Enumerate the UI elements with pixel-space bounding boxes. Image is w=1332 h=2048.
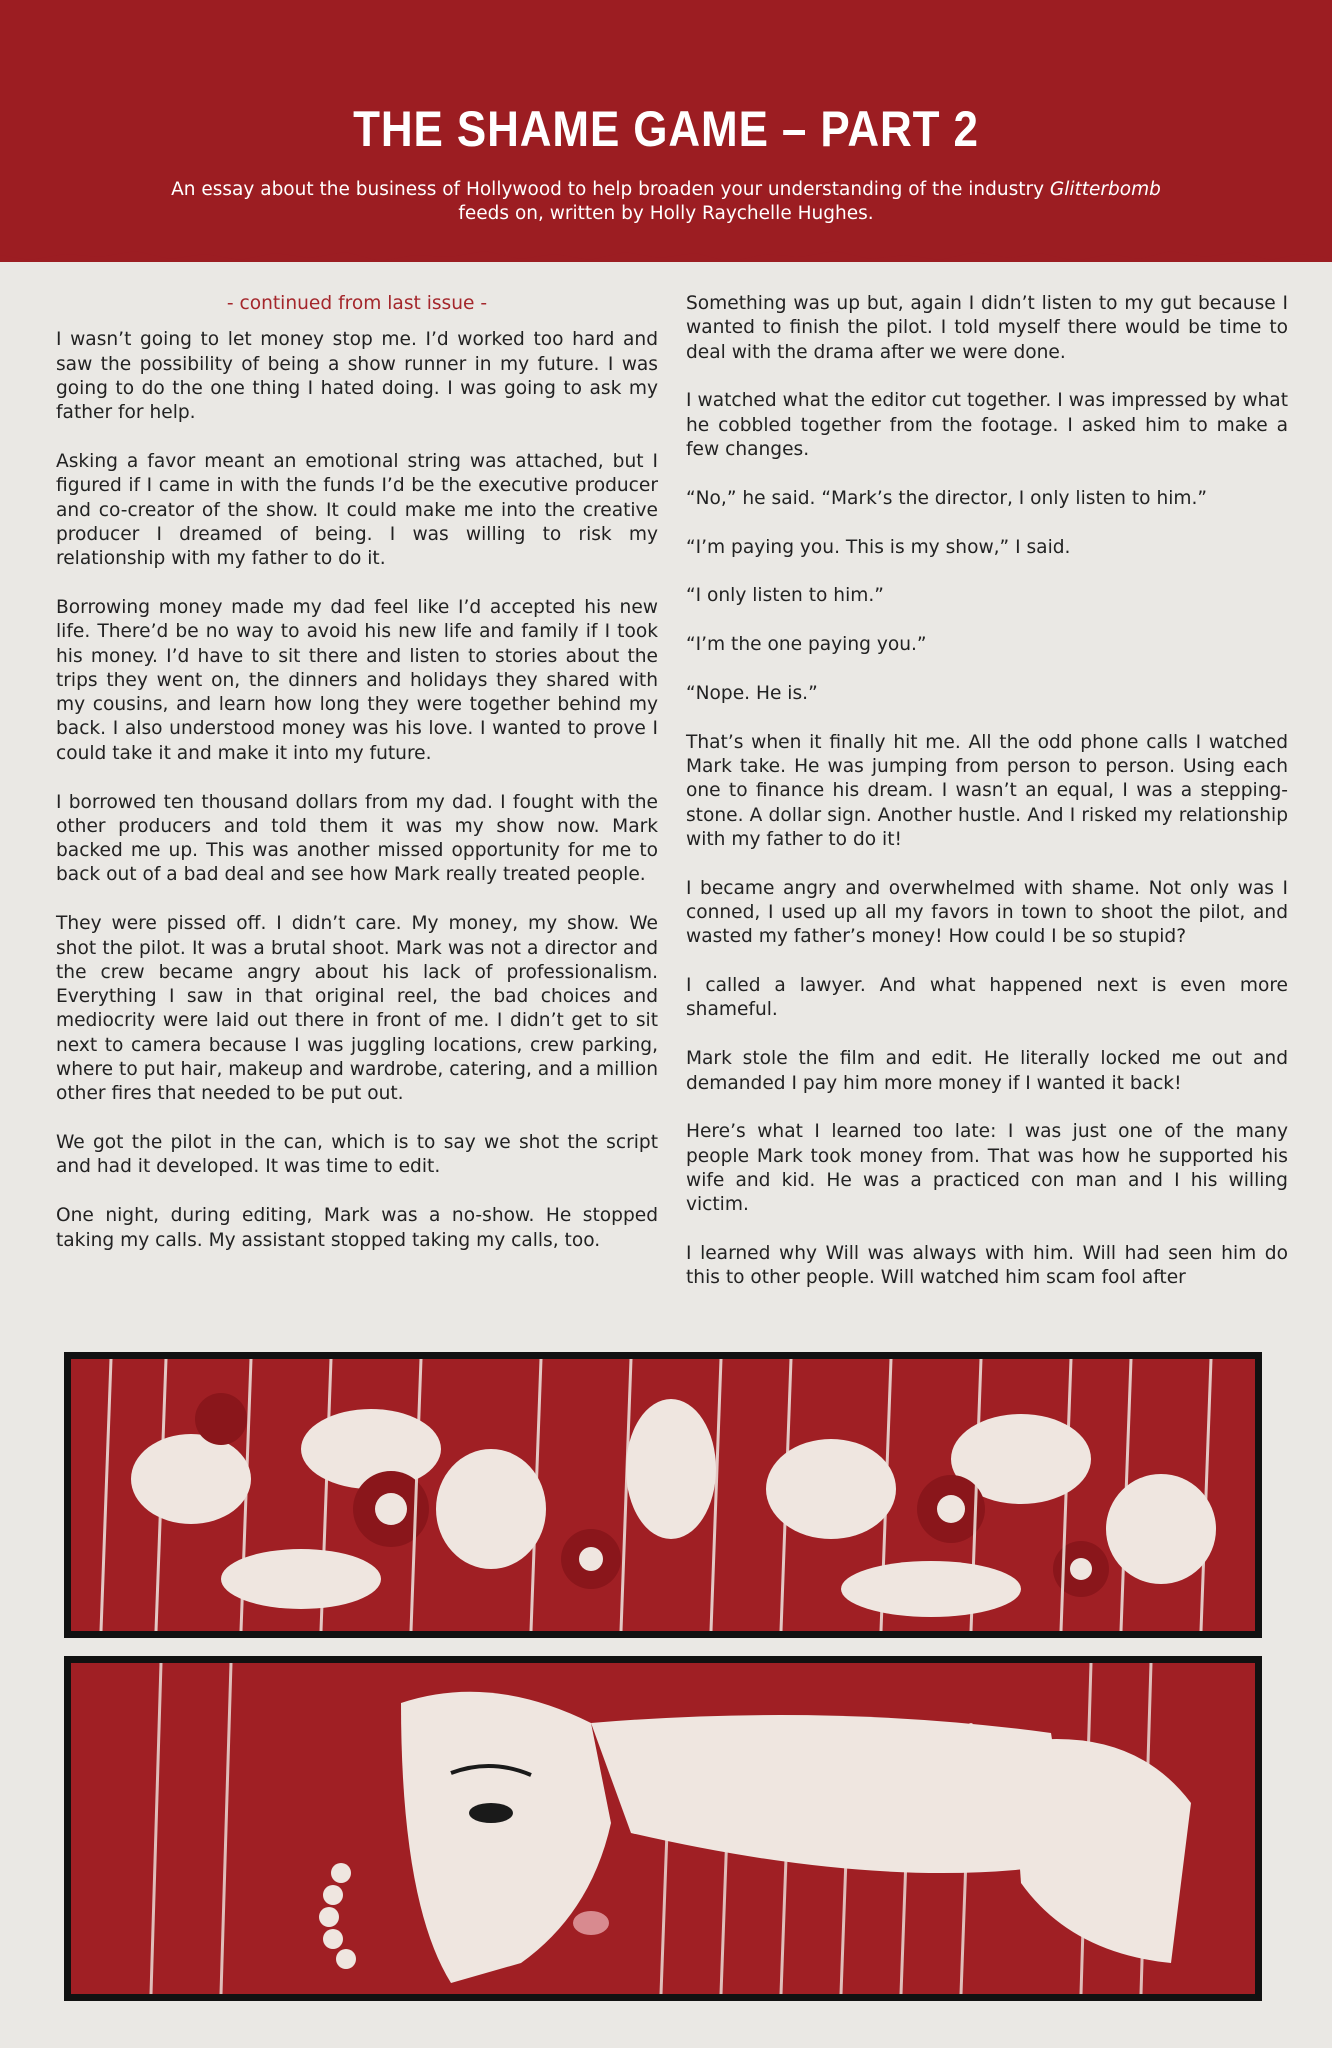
paragraph: Something was up but, again I didn’t listen to my gut because I wanted to finish the pilot. I told myself there would be time to deal with the drama after we were done. [686, 293, 1288, 363]
header-banner [0, 0, 1332, 262]
paragraph: “No,” he said. “Mark’s the director, I only listen to him.” [686, 487, 1208, 509]
paragraph: One night, during editing, Mark was a no-show. He stopped taking my calls. My assistant stopped taking my calls, too. [56, 1205, 658, 1251]
paragraph: They were pissed off. I didn’t care. My money, my show. We shot the pilot. It was a brutal shoot. Mark was not a director and the crew became angry about his lack of professionalism. Everything I saw in that original reel, the bad choices and mediocrity were laid out there in front of me. I didn’t get to sit next to camera because I was juggling locations, crew parking, where to put hair, makeup and wardrobe, catering, and a million other fires that needed to be put out. [56, 913, 658, 1105]
paragraph: “Nope. He is.” [686, 682, 818, 704]
paragraph: That’s when it finally hit me. All the odd phone calls I watched Mark take. He was jumping from person to person. Using each one to finance his dream. I wasn’t an equal, I was a stepping-stone. A dollar sign. Another hustle. And I risked my relationship with my father to do it! [686, 731, 1288, 850]
paragraph: Here’s what I learned too late: I was just one of the many people Mark took money from. That was how he supported his wife and kid. He was a practiced con man and I his willing victim. [686, 1121, 1288, 1216]
torn-paper-edge [0, 230, 1332, 290]
comic-panel-woman [64, 1656, 1262, 2001]
paragraph: I wasn’t going to let money stop me. I’d worked too hard and saw the possibility of being a show runner in my future. I was going to do the one thing I hated doing. I was going to ask my father for help. [56, 329, 658, 424]
paragraph: Mark stole the film and edit. He literally locked me out and demanded I pay him more money if I wanted it back! [686, 1048, 1288, 1094]
subtitle-emphasis: Glitterbomb [1049, 179, 1161, 200]
paragraph: “I’m the one paying you.” [686, 634, 927, 656]
paragraph: I learned why Will was always with him. Will had seen him do this to other people. Will watched him scam fool after [686, 1243, 1288, 1289]
paragraph: I borrowed ten thousand dollars from my dad. I fought with the other producers and told them it was my show now. Mark backed me up. This was another missed opportunity for me to back out of a bad deal and see how Mark really treated people. [56, 791, 658, 886]
paragraph: We got the pilot in the can, which is to say we shot the script and had it developed. It was time to edit. [56, 1132, 658, 1178]
right-text-column [686, 292, 1288, 1315]
paragraph: Asking a favor meant an emotional string was attached, but I figured if I came in with the funds I’d be the executive producer and co-creator of the show. It could make me into the creative producer I dreamed of being. I was willing to risk my relationship with my father to do it. [56, 450, 658, 570]
paragraph: I became angry and overwhelmed with shame. Not only was I conned, I used up all my favors in town to shoot the pilot, and wasted my father’s money! How could I be so stupid? [686, 877, 1288, 948]
woman-illustration [71, 1663, 1255, 1994]
left-text-column [56, 292, 658, 1277]
page-subtitle: An essay about the business of Hollywood to help broaden your understanding of the industry Glitterbomb feeds on, written by Holly Raychelle Hughes. [171, 179, 1161, 224]
crowd-illustration [71, 1359, 1255, 1631]
paragraph: I watched what the editor cut together. I was impressed by what he cobbled together from the footage. I asked him to make a few changes. [686, 390, 1288, 460]
page-title: THE SHAME GAME – PART 2 [353, 101, 979, 157]
paragraph: “I only listen to him.” [686, 585, 884, 607]
continued-note: - continued from last issue - [226, 293, 488, 314]
paragraph: Borrowing money made my dad feel like I’d accepted his new life. There’d be no way to avoid his new life and family if I took his money. I’d have to sit there and listen to stories about the trips they went on, the dinners and holidays they shared with my cousins, and learn how long they were together behind my back. I also understood money was his love. I wanted to prove I could take it and make it into my future. [56, 596, 658, 764]
paragraph: “I’m paying you. This is my show,” I said. [686, 536, 1071, 558]
comic-panel-crowd [64, 1352, 1262, 1638]
paragraph: I called a lawyer. And what happened next is even more shameful. [686, 975, 1288, 1021]
